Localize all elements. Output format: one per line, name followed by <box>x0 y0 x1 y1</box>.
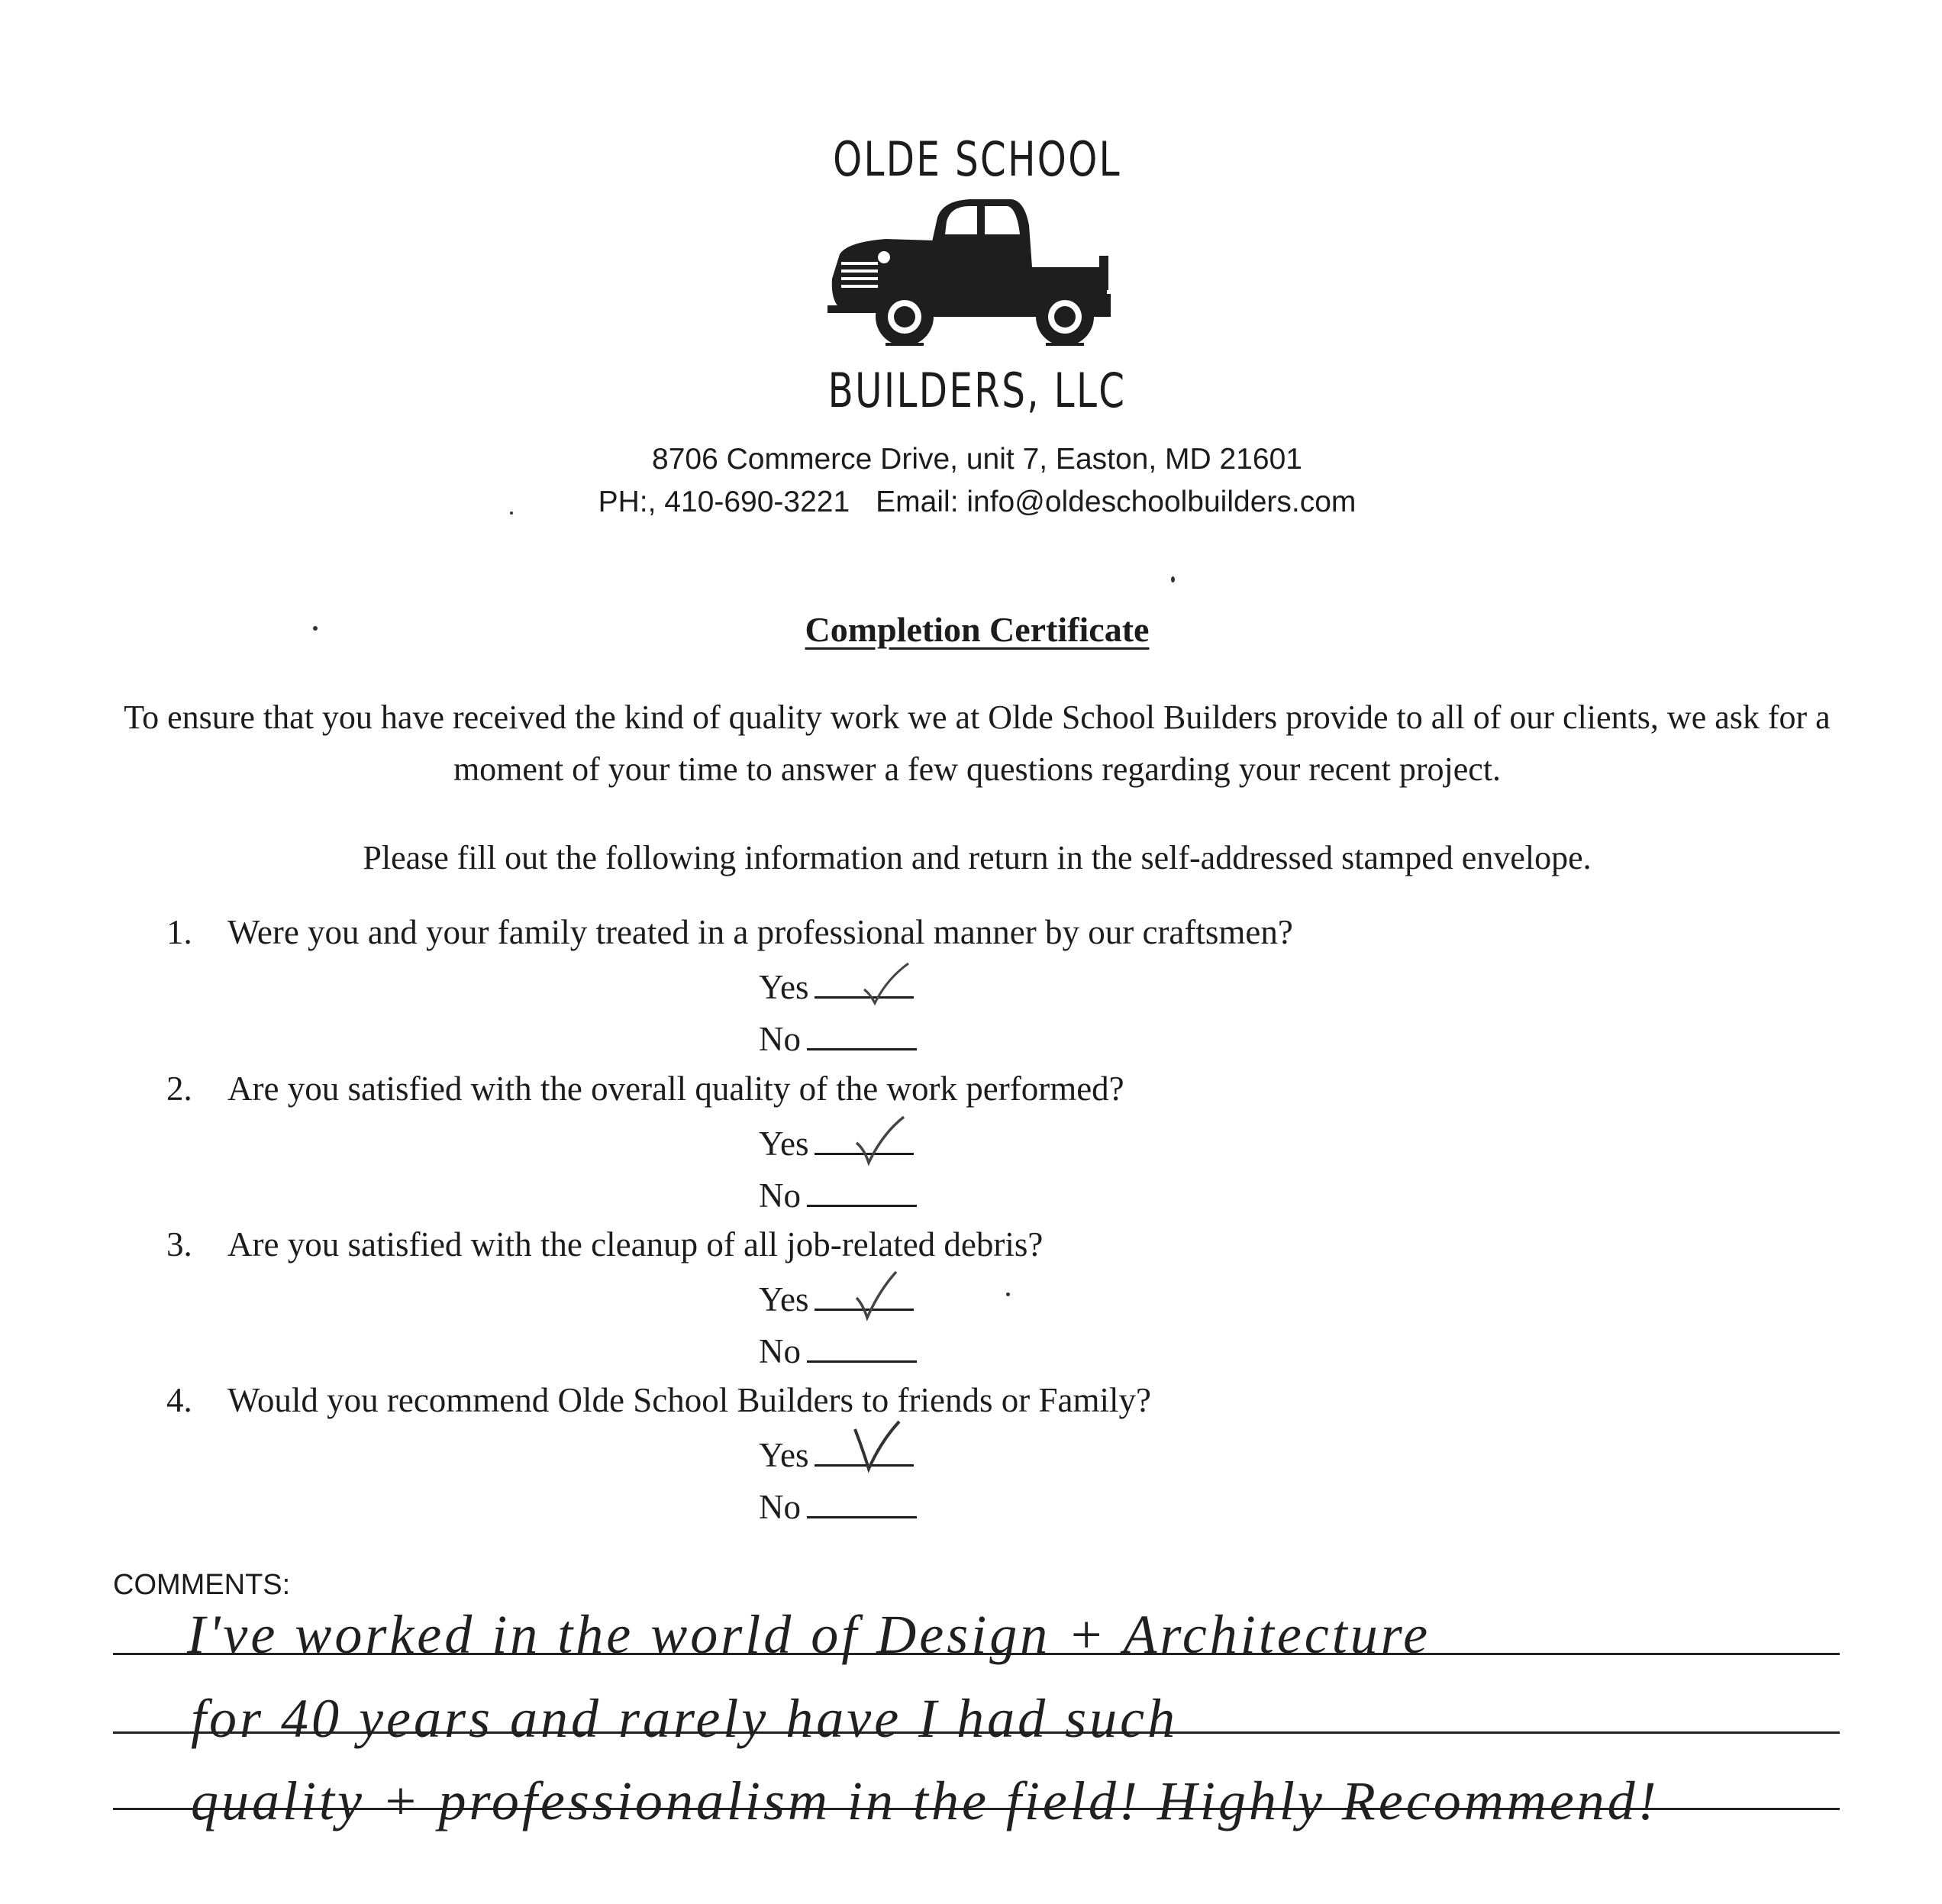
no-answer-blank[interactable] <box>807 1486 917 1518</box>
no-answer-blank[interactable] <box>807 1174 917 1207</box>
question-text: Are you satisfied with the cleanup of all job-related debris? <box>227 1225 1044 1263</box>
company-phone: PH:, 410-690-3221 <box>598 486 850 518</box>
no-label: No <box>759 1488 801 1526</box>
question-2-no-option[interactable] <box>759 1174 917 1215</box>
scan-speck <box>1006 1292 1010 1296</box>
question-number: 1. <box>166 913 192 951</box>
comments-label: COMMENTS: <box>113 1569 291 1601</box>
question-text: Are you satisfied with the overall quality of the work performed? <box>227 1070 1124 1108</box>
yes-label: Yes <box>759 1280 809 1318</box>
checkmark-icon <box>846 1267 915 1328</box>
question-3 <box>166 1225 1043 1264</box>
question-number: 2. <box>166 1070 192 1108</box>
yes-label: Yes <box>759 1125 809 1163</box>
scan-speck <box>313 626 318 631</box>
instructions-paragraph: Please fill out the following information and return in the self-addressed stamped envelope. <box>363 839 1592 876</box>
question-1-no-option[interactable] <box>759 1018 917 1059</box>
no-answer-blank[interactable] <box>807 1018 917 1050</box>
handwritten-comment-line-3: quality + professionalism in the field! Highly Recommend! <box>191 1770 1660 1831</box>
question-3-no-option[interactable] <box>759 1330 917 1371</box>
scan-speck <box>510 511 513 515</box>
handwritten-comment-line-2: for 40 years and rarely have I had such <box>191 1688 1179 1749</box>
question-number: 3. <box>166 1225 192 1263</box>
pickup-truck-icon <box>824 195 1130 347</box>
no-label: No <box>759 1176 801 1215</box>
checkmark-icon <box>849 1418 918 1480</box>
checkmark-icon <box>847 1111 916 1172</box>
company-email: Email: info@oldeschoolbuilders.com <box>876 486 1356 518</box>
certificate-title <box>0 609 1942 650</box>
no-label: No <box>759 1020 801 1058</box>
no-answer-blank[interactable] <box>807 1330 917 1363</box>
handwritten-comment-line-1: I've worked in the world of Design + Architecture <box>187 1604 1431 1665</box>
question-1 <box>166 912 1293 952</box>
question-number: 4. <box>166 1381 192 1419</box>
question-text: Would you recommend Olde School Builders to friends or Family? <box>227 1381 1151 1419</box>
yes-label: Yes <box>759 968 809 1006</box>
company-phone-email <box>0 486 1942 519</box>
yes-label: Yes <box>759 1436 809 1474</box>
logo-company-name: OLDE SCHOOL <box>833 131 1121 187</box>
checkmark-icon <box>853 956 922 1017</box>
certificate-title-text: Completion Certificate <box>805 610 1150 649</box>
question-4 <box>166 1380 1151 1420</box>
question-4-no-option[interactable] <box>759 1486 917 1527</box>
no-label: No <box>759 1332 801 1370</box>
question-text: Were you and your family treated in a professional manner by our craftsmen? <box>227 913 1293 951</box>
company-address: 8706 Commerce Drive, unit 7, Easton, MD 21601 <box>652 443 1302 476</box>
scan-speck <box>1171 576 1175 582</box>
logo-company-suffix: BUILDERS, LLC <box>827 363 1127 418</box>
intro-paragraph: To ensure that you have received the kind of quality work we at Olde School Builders provide to all of our clients, we ask for a moment of your time to answer a few questions regarding your recent project. <box>124 699 1831 788</box>
question-2 <box>166 1069 1124 1109</box>
